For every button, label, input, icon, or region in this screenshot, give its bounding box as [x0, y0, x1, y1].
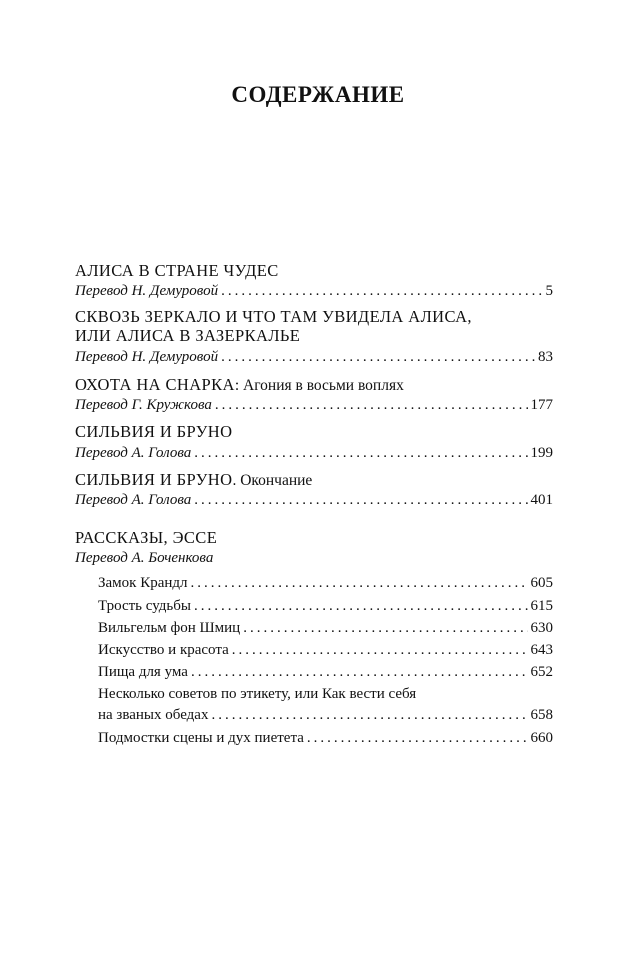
dot-leader	[221, 283, 542, 300]
translator-credit: Перевод А. Голова	[75, 492, 192, 508]
entry-title-main: ОХОТА НА СНАРКА	[75, 375, 235, 394]
story-item	[98, 620, 553, 637]
translator-credit: Перевод А. Боченкова	[75, 550, 214, 566]
toc-entry-line	[75, 445, 553, 462]
story-item	[98, 575, 553, 592]
page-number: 643	[530, 642, 553, 658]
story-title: Замок Крандл	[98, 575, 188, 591]
translator-credit: Перевод Н. Демуровой	[75, 283, 219, 299]
page-number: 199	[530, 445, 553, 461]
story-item	[98, 707, 553, 724]
story-item	[98, 598, 553, 615]
dot-leader	[221, 349, 535, 366]
toc-entry-title: СКВОЗЬ ЗЕРКАЛО И ЧТО ТАМ УВИДЕЛА АЛИСА,	[75, 307, 472, 326]
dot-leader	[307, 730, 528, 747]
dot-leader	[194, 598, 528, 615]
story-title: Подмостки сцены и дух пиетета	[98, 730, 304, 746]
dot-leader	[194, 492, 527, 509]
dot-leader	[232, 642, 528, 659]
story-title: Пища для ума	[98, 664, 188, 680]
toc-entry-title	[75, 471, 312, 490]
dot-leader	[215, 397, 528, 414]
story-title: Искусство и красота	[98, 642, 229, 658]
toc-entry-title: АЛИСА В СТРАНЕ ЧУДЕС	[75, 261, 279, 280]
toc-entry-title: СИЛЬВИЯ И БРУНО	[75, 422, 233, 441]
toc-entry-line	[75, 283, 553, 300]
toc-entry-title	[75, 376, 404, 395]
page-number: 401	[530, 492, 553, 508]
page-number: 5	[545, 283, 553, 299]
story-item	[98, 664, 553, 681]
toc-entry-line	[75, 349, 553, 366]
page-number: 660	[530, 730, 553, 746]
dot-leader	[211, 707, 527, 724]
story-item	[98, 642, 553, 659]
page-number: 630	[530, 620, 553, 636]
page-number: 652	[530, 664, 553, 680]
story-title: Вильгельм фон Шмиц	[98, 620, 241, 636]
story-item-title-line1	[98, 686, 553, 703]
entry-title-main: СИЛЬВИЯ И БРУНО	[75, 470, 233, 489]
story-title: Трость судьбы	[98, 598, 191, 614]
translator-credit: Перевод А. Голова	[75, 445, 192, 461]
dot-leader	[191, 664, 528, 681]
page-number: 177	[530, 397, 553, 413]
translator-credit: Перевод Н. Демуровой	[75, 349, 219, 365]
page-number: 605	[530, 575, 553, 591]
page-number: 658	[530, 707, 553, 723]
story-title-continued: на званых обедах	[98, 707, 209, 723]
entry-subtitle: : Агония в восьми воплях	[234, 377, 404, 394]
section-title: РАССКАЗЫ, ЭССЕ	[75, 528, 218, 547]
story-item	[98, 730, 553, 747]
toc-entry-line	[75, 397, 553, 414]
dot-leader	[194, 445, 527, 462]
toc-entry-line	[75, 492, 553, 509]
entry-subtitle: . Окончание	[232, 472, 313, 489]
page-number: 615	[530, 598, 553, 614]
page-title: СОДЕРЖАНИЕ	[231, 82, 405, 107]
page-number: 83	[538, 349, 553, 365]
story-title: Несколько советов по этикету, или Как вести себя	[98, 686, 417, 702]
translator-credit: Перевод Г. Кружкова	[75, 397, 212, 413]
dot-leader	[191, 575, 528, 592]
toc-entry-title-continued: ИЛИ АЛИСА В ЗАЗЕРКАЛЬЕ	[75, 326, 301, 345]
dot-leader	[243, 620, 527, 637]
